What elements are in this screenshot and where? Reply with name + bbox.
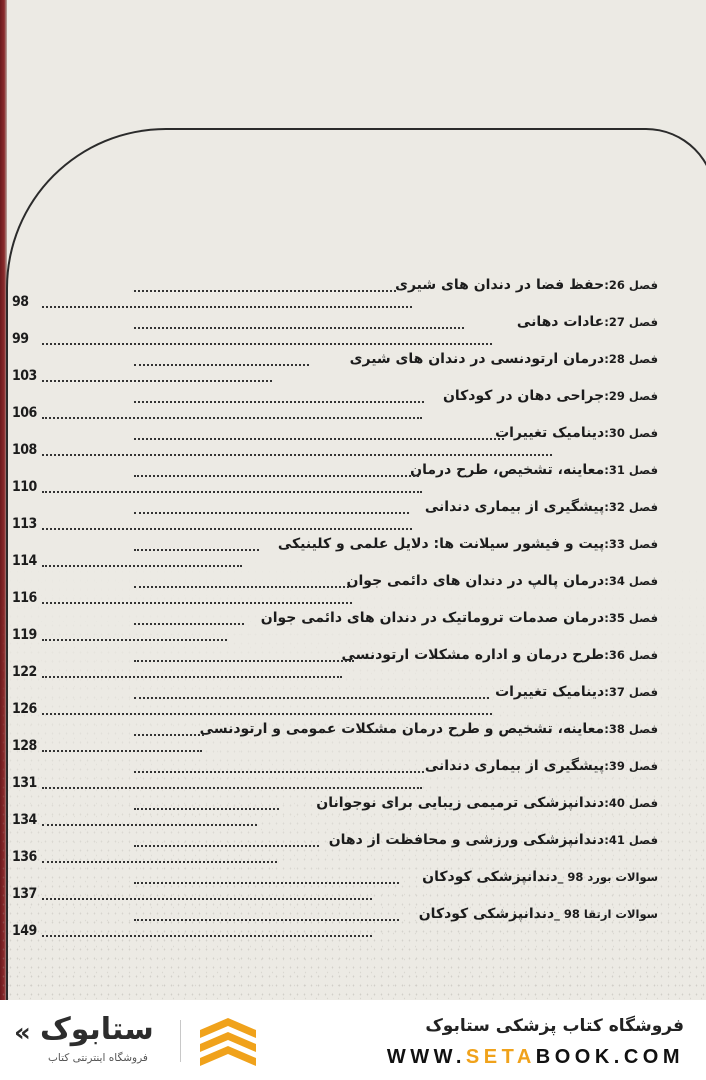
dot-leader xyxy=(134,808,279,810)
toc-entry-title xyxy=(278,537,658,551)
toc-entry[interactable] xyxy=(8,825,658,865)
page-number: 110 xyxy=(12,479,37,495)
store-name: فروشگاه کتاب پزشکی ستابوک xyxy=(425,1016,684,1036)
toc-entry-title xyxy=(347,574,658,588)
page-number: 99 xyxy=(12,331,29,347)
dot-leader xyxy=(134,401,424,403)
page-number: 149 xyxy=(12,923,37,939)
toc-entry[interactable] xyxy=(8,751,658,791)
page-dot-leader xyxy=(42,935,372,937)
toc-entry[interactable] xyxy=(8,640,658,680)
chapter-title: دینامیک تغییرات xyxy=(495,425,605,441)
chapter-number: فصل 35: xyxy=(604,611,658,625)
dot-leader xyxy=(134,919,399,921)
toc-entry-title xyxy=(200,722,658,736)
toc-entry-title xyxy=(422,870,658,884)
chapter-number: فصل 32: xyxy=(604,500,658,514)
toc-entry[interactable] xyxy=(8,566,658,606)
toc-entry-title xyxy=(425,759,658,773)
toc-entry[interactable] xyxy=(8,788,658,828)
chapter-number: فصل 37: xyxy=(604,685,658,699)
logo-subtitle: فروشگاه اینترنتی کتاب xyxy=(48,1052,148,1064)
toc-entry-title xyxy=(443,389,658,403)
toc-entry[interactable] xyxy=(8,603,658,643)
watermark-footer xyxy=(0,1000,706,1080)
toc-entry-title xyxy=(419,907,658,921)
chapter-title: پیشگیری از بیماری دندانی xyxy=(424,758,605,774)
page-number: 134 xyxy=(12,812,37,828)
page-number: 116 xyxy=(12,590,37,606)
toc-entry-title xyxy=(350,352,658,366)
dot-leader xyxy=(134,512,409,514)
page-number: 119 xyxy=(12,627,37,643)
toc-entry[interactable] xyxy=(8,862,658,902)
chapter-title: دندانپزشکی کودکان xyxy=(418,906,555,922)
toc-entry-title xyxy=(495,685,658,699)
site-highlight: SETA xyxy=(465,1046,536,1068)
chapter-title: درمان ارتودنسی در دندان های شیری xyxy=(349,351,605,367)
setabook-logo-icon xyxy=(196,1016,260,1068)
dot-leader xyxy=(134,660,354,662)
chapter-number: فصل 40: xyxy=(604,796,658,810)
page-number: 106 xyxy=(12,405,37,421)
chapter-title: معاینه، تشخیص، طرح درمان xyxy=(410,462,605,478)
dot-leader xyxy=(134,290,396,292)
chapter-number: سوالات ارتقا 98 _ xyxy=(554,907,658,921)
page-number: 131 xyxy=(12,775,37,791)
chapter-title: حفظ فضا در دندان های شیری xyxy=(395,277,605,293)
site-prefix: WWW. xyxy=(386,1046,466,1068)
page-number: 128 xyxy=(12,738,37,754)
toc-entry-title xyxy=(425,500,658,514)
toc-entry-title xyxy=(495,426,658,440)
table-of-contents xyxy=(8,270,658,939)
page-number: 113 xyxy=(12,516,37,532)
logo-wordmark: ستابوک xyxy=(40,1012,154,1047)
chapter-number: فصل 41: xyxy=(604,833,658,847)
chapter-number: فصل 28: xyxy=(604,352,658,366)
chapter-title: معاینه، تشخیص و طرح درمان مشکلات عمومی و ارتودنسی xyxy=(199,721,605,737)
chapter-title: دینامیک تغییرات xyxy=(495,684,605,700)
chapter-number: فصل 30: xyxy=(604,426,658,440)
toc-entry[interactable] xyxy=(8,344,658,384)
chapter-number: فصل 31: xyxy=(604,463,658,477)
toc-entry[interactable] xyxy=(8,899,658,939)
chapter-title: دندانپزشکی کودکان xyxy=(422,869,558,885)
chapter-title: دندانپزشکی ورزشی و محافظت از دهان xyxy=(328,832,605,848)
toc-entry[interactable] xyxy=(8,714,658,754)
logo-arrows-icon: « xyxy=(14,1018,31,1048)
toc-entry[interactable] xyxy=(8,529,658,569)
toc-entry-title xyxy=(261,611,658,625)
chapter-title: عادات دهانی xyxy=(516,314,605,330)
dot-leader xyxy=(134,364,309,366)
chapter-number: فصل 27: xyxy=(604,315,658,329)
dot-leader xyxy=(134,697,489,699)
page-number: 108 xyxy=(12,442,37,458)
chapter-number: فصل 29: xyxy=(604,389,658,403)
chapter-title: طرح درمان و اداره مشکلات ارتودنسی xyxy=(341,647,605,663)
page-number: 136 xyxy=(12,849,37,865)
logo-divider xyxy=(180,1020,181,1062)
chapter-title: جراحی دهان در کودکان xyxy=(442,388,605,404)
dot-leader xyxy=(134,734,204,736)
toc-entry-title xyxy=(341,648,658,662)
dot-leader xyxy=(134,623,244,625)
chapter-title: پیشگیری از بیماری دندانی xyxy=(424,499,605,515)
dot-leader xyxy=(134,771,424,773)
toc-entry-title xyxy=(410,463,658,477)
chapter-number: فصل 38: xyxy=(604,722,658,736)
chapter-number: فصل 36: xyxy=(604,648,658,662)
toc-entry[interactable] xyxy=(8,492,658,532)
toc-entry[interactable] xyxy=(8,418,658,458)
page-number: 103 xyxy=(12,368,37,384)
dot-leader xyxy=(134,475,419,477)
page-number: 98 xyxy=(12,294,29,310)
toc-entry[interactable] xyxy=(8,307,658,347)
chapter-number: فصل 26: xyxy=(604,278,658,292)
chapter-title: درمان صدمات تروماتیک در دندان های دائمی جوان xyxy=(260,610,605,626)
dot-leader xyxy=(134,882,399,884)
chapter-number: فصل 33: xyxy=(604,537,658,551)
chapter-title: پیت و فیشور سیلانت ها: دلایل علمی و کلینیکی xyxy=(277,536,605,552)
chapter-number: سوالات بورد 98 _ xyxy=(557,870,658,884)
page-number: 114 xyxy=(12,553,37,569)
toc-entry[interactable] xyxy=(8,270,658,310)
site-suffix: BOOK.COM xyxy=(535,1046,684,1068)
toc-entry-title xyxy=(395,278,658,292)
toc-entry[interactable] xyxy=(8,381,658,421)
toc-entry-title xyxy=(517,315,658,329)
store-website[interactable] xyxy=(387,1046,684,1069)
toc-entry-title xyxy=(316,796,658,810)
dot-leader xyxy=(134,586,349,588)
chapter-title: دندانپزشکی ترمیمی زیبایی برای نوجوانان xyxy=(316,795,605,811)
dot-leader xyxy=(134,327,464,329)
chapter-number: فصل 39: xyxy=(604,759,658,773)
page-number: 137 xyxy=(12,886,37,902)
dot-leader xyxy=(134,438,504,440)
page-number: 122 xyxy=(12,664,37,680)
chapter-title: درمان پالپ در دندان های دائمی جوان xyxy=(346,573,605,589)
chapter-number: فصل 34: xyxy=(604,574,658,588)
toc-entry[interactable] xyxy=(8,455,658,495)
page-number: 126 xyxy=(12,701,37,717)
toc-entry-title xyxy=(329,833,658,847)
toc-entry[interactable] xyxy=(8,677,658,717)
dot-leader xyxy=(134,845,319,847)
dot-leader xyxy=(134,549,259,551)
